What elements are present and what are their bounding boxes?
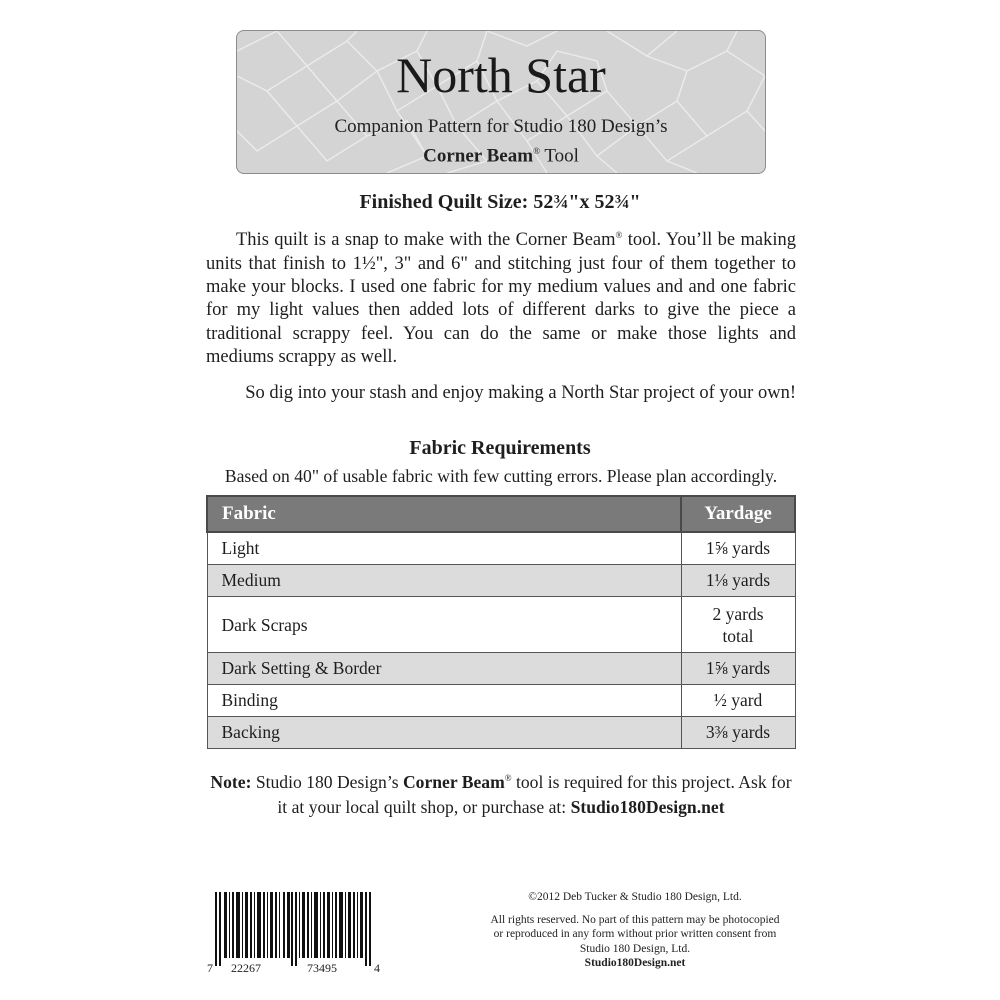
intro-paragraph-1-rest: tool. You’ll be making units that finish to 1½", 3" and 6" and stitching just four of them together to make your blocks. I used one fabric for my medium values and and one fabric for my light values then added lots of different darks to give the piece a traditional scrappy feel. You can do the same or make those lights and mediums scrappy as well. bbox=[206, 230, 796, 368]
registered-mark: ® bbox=[615, 230, 623, 240]
note-text-b: tool is required for this project. Ask for it at your local quilt shop, or purchase at: bbox=[277, 771, 792, 817]
note-text-a: Studio 180 Design’s bbox=[251, 771, 403, 792]
yardage-line-1: 2 yards bbox=[712, 603, 764, 624]
fabric-requirements-note: Based on 40" of usable fabric with few cutting errors. Please plan accordingly. bbox=[224, 466, 778, 486]
tool-required-note bbox=[206, 766, 796, 820]
table-row bbox=[207, 685, 795, 717]
column-header-yardage: Yardage bbox=[681, 496, 795, 532]
barcode bbox=[205, 892, 383, 966]
note-label: Note: bbox=[210, 771, 252, 792]
table-row bbox=[207, 532, 795, 565]
fabric-cell: Dark Scraps bbox=[207, 597, 681, 653]
yardage-line-2: total bbox=[722, 625, 754, 646]
table-row bbox=[207, 653, 795, 685]
pattern-tool-line bbox=[237, 139, 765, 168]
fabric-table bbox=[206, 495, 796, 749]
barcode-digits-3: 73495 bbox=[307, 961, 337, 975]
fabric-cell: Binding bbox=[207, 685, 681, 717]
table-row bbox=[207, 597, 795, 653]
barcode-digit-4: 4 bbox=[374, 961, 380, 975]
intro-paragraph-1-start: This quilt is a snap to make with the Corner Beam bbox=[236, 230, 616, 251]
yardage-cell: 1⅝ yards bbox=[681, 532, 795, 565]
table-row bbox=[207, 565, 795, 597]
footer-site: Studio180Design.net bbox=[584, 957, 686, 969]
yardage-cell: 3⅜ yards bbox=[681, 717, 795, 749]
finished-quilt-size: Finished Quilt Size: 52¾"x 52¾" bbox=[359, 191, 641, 213]
intro-paragraph-2: So dig into your stash and enjoy making a North Star project of your own! bbox=[245, 382, 796, 403]
registered-mark: ® bbox=[533, 146, 540, 156]
registered-mark: ® bbox=[504, 773, 512, 783]
note-tool-name: Corner Beam bbox=[402, 771, 505, 792]
barcode-digits-2: 22267 bbox=[231, 961, 261, 975]
yardage-cell bbox=[681, 597, 795, 653]
column-header-fabric: Fabric bbox=[207, 496, 681, 532]
tool-name: Corner Beam bbox=[423, 145, 534, 167]
intro-paragraph-1 bbox=[206, 224, 796, 370]
fabric-cell: Medium bbox=[207, 565, 681, 597]
yardage-cell: 1⅝ yards bbox=[681, 653, 795, 685]
yardage-cell: ½ yard bbox=[681, 685, 795, 717]
table-header-row bbox=[207, 496, 795, 532]
barcode-digit-1: 7 bbox=[207, 961, 213, 975]
fabric-requirements-title: Fabric Requirements bbox=[409, 437, 591, 459]
table-row bbox=[207, 717, 795, 749]
fabric-cell: Light bbox=[207, 532, 681, 565]
rights-line-3: Studio 180 Design, Ltd. bbox=[579, 942, 691, 955]
header-banner bbox=[236, 30, 766, 174]
copyright-line: ©2012 Deb Tucker & Studio 180 Design, Ltd. bbox=[528, 891, 742, 903]
fabric-cell: Dark Setting & Border bbox=[207, 653, 681, 685]
pattern-title: North Star bbox=[396, 47, 606, 103]
copyright-footer bbox=[470, 890, 800, 971]
intro-text bbox=[206, 224, 796, 405]
tool-suffix: Tool bbox=[539, 145, 579, 167]
rights-line-1: All rights reserved. No part of this pattern may be photocopied bbox=[490, 913, 780, 926]
pattern-subtitle: Companion Pattern for Studio 180 Design’s bbox=[334, 116, 668, 137]
rights-line-2: or reproduced in any form without prior written consent from bbox=[493, 928, 777, 940]
fabric-cell: Backing bbox=[207, 717, 681, 749]
note-site: Studio180Design.net bbox=[570, 796, 725, 817]
yardage-cell: 1⅛ yards bbox=[681, 565, 795, 597]
